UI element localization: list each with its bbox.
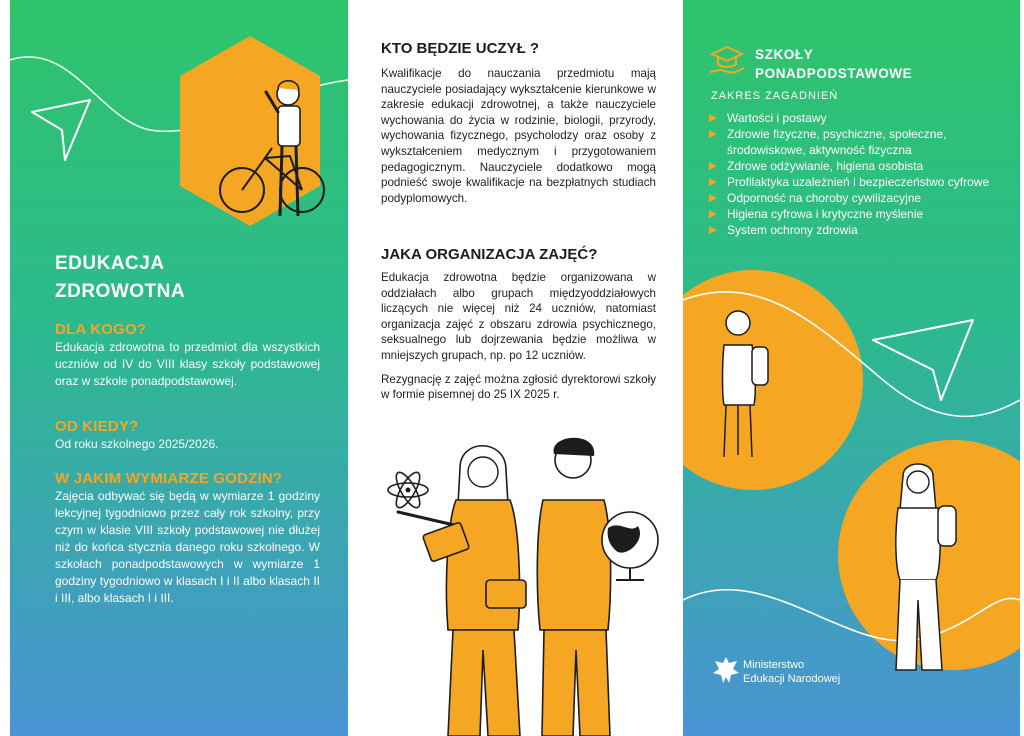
- topic-text: Higiena cyfrowa i krytyczne myślenie: [727, 207, 924, 221]
- ministry-logo-line2: Edukacji Narodowej: [743, 673, 841, 685]
- ministry-logo-line1: Ministerstwo: [743, 659, 805, 671]
- topic-text: System ochrony zdrowia: [727, 223, 858, 237]
- left-title: [55, 250, 255, 306]
- bullet-triangle-icon: [709, 194, 717, 202]
- teachers-illustration: [368, 430, 668, 736]
- bullet-triangle-icon: [709, 178, 717, 186]
- middle-panel: [348, 0, 683, 736]
- who-teaches-heading: KTO BĘDZIE UCZYŁ ?: [381, 40, 540, 57]
- student-boy-illustration: [708, 305, 778, 465]
- topic-text: Profilaktyka uzależnień i bezpieczeństwo cyfrowe: [727, 175, 990, 189]
- topics-subtitle: ZAKRES ZAGADNIEŃ: [711, 90, 839, 102]
- bullet-triangle-icon: [709, 130, 717, 138]
- section-text-hours: Zajęcia odbywać się będą w wymiarze 1 godziny lekcyjnej tygodniowo przez cały rok szkolny, przy czym w klasie VIII szkoły podstawowej nie dłużej niż do końca stycznia danego roku szkolnego. W szkołach ponadpodstawowych w wymiarze 1 godziny tygodniowo w klasach I i II albo klasach II i III, albo klasach I i III.: [55, 489, 320, 605]
- eagle-emblem-icon: [713, 655, 739, 685]
- student-girl-illustration: [878, 460, 963, 675]
- organization-heading: JAKA ORGANIZACJA ZAJĘĆ?: [381, 246, 598, 263]
- bullet-triangle-icon: [709, 114, 717, 122]
- topic-text: Zdrowe odżywianie, higiena osobista: [727, 159, 924, 173]
- topic-item: [709, 126, 999, 158]
- left-title-line2: ZDROWOTNA: [55, 281, 186, 302]
- atom-icon: [388, 469, 428, 511]
- organization-paragraph-1: Edukacja zdrowotna będzie organizowana w oddziałach albo grupach międzyoddziałowych liczących nie więcej niż 24 uczniów, natomiast organizacja zajęć z obszaru zdrowia psychicznego, seksualnego lub dojrzewania będzie możliwa w mniejszych grupach, np. po 12 uczniów.: [381, 271, 656, 362]
- topic-item: [709, 174, 999, 190]
- left-panel: [10, 0, 348, 736]
- topic-item: [709, 158, 999, 174]
- graduation-hat-hand-icon: [708, 44, 746, 78]
- topic-text: Odporność na choroby cywilizacyjne: [727, 191, 922, 205]
- topic-item: [709, 190, 999, 206]
- bullet-triangle-icon: [709, 210, 717, 218]
- topic-item: [709, 222, 999, 238]
- right-title-line1: SZKOŁY: [755, 47, 814, 62]
- left-title-line1: EDUKACJA: [55, 253, 165, 274]
- bullet-triangle-icon: [709, 226, 717, 234]
- section-heading-hours: W JAKIM WYMIARZE GODZIN?: [55, 470, 283, 487]
- topic-item: [709, 110, 999, 126]
- topic-text: Zdrowie fizyczne, psychiczne, społeczne, środowiskowe, aktywność fizyczna: [727, 127, 947, 157]
- topics-list: [709, 110, 999, 238]
- right-title: [755, 45, 912, 83]
- bullet-triangle-icon: [709, 162, 717, 170]
- boy-with-bike-illustration: [210, 78, 330, 228]
- topic-item: [709, 206, 999, 222]
- section-heading-for-whom: DLA KOGO?: [55, 321, 147, 338]
- topic-text: Wartości i postawy: [727, 111, 827, 125]
- right-panel: [683, 0, 1020, 736]
- organization-text: [381, 270, 656, 411]
- ministry-logo-text: [743, 658, 840, 686]
- right-title-line2: PONADPODSTAWOWE: [755, 66, 913, 81]
- section-heading-since-when: OD KIEDY?: [55, 418, 139, 435]
- section-text-for-whom: Edukacja zdrowotna to przedmiot dla wszystkich uczniów od IV do VIII klasy szkoły podstawowej oraz w szkole ponadpodstawowej.: [55, 340, 320, 388]
- section-text-since-when: Od roku szkolnego 2025/2026.: [55, 437, 219, 451]
- who-teaches-text: Kwalifikacje do nauczania przedmiotu mają nauczyciele posiadający wykształcenie kierunkowe w zakresie edukacji zdrowotnej, a także nauczyciele wychowania do życia w rodzinie, biologii, przyrody, wychowania fizycznego, psycholodzy oraz osoby z wykształceniem medycznym i przygotowaniem pedagogicznym. Nauczyciele dodatkowo mogą podnieść swoje kwalifikacje na bezpłatnych studiach podyplomowych.: [381, 67, 656, 205]
- organization-paragraph-2: Rezygnację z zajęć można zgłosić dyrektorowi szkoły w formie pisemnej do 25 IX 2025 r.: [381, 372, 656, 402]
